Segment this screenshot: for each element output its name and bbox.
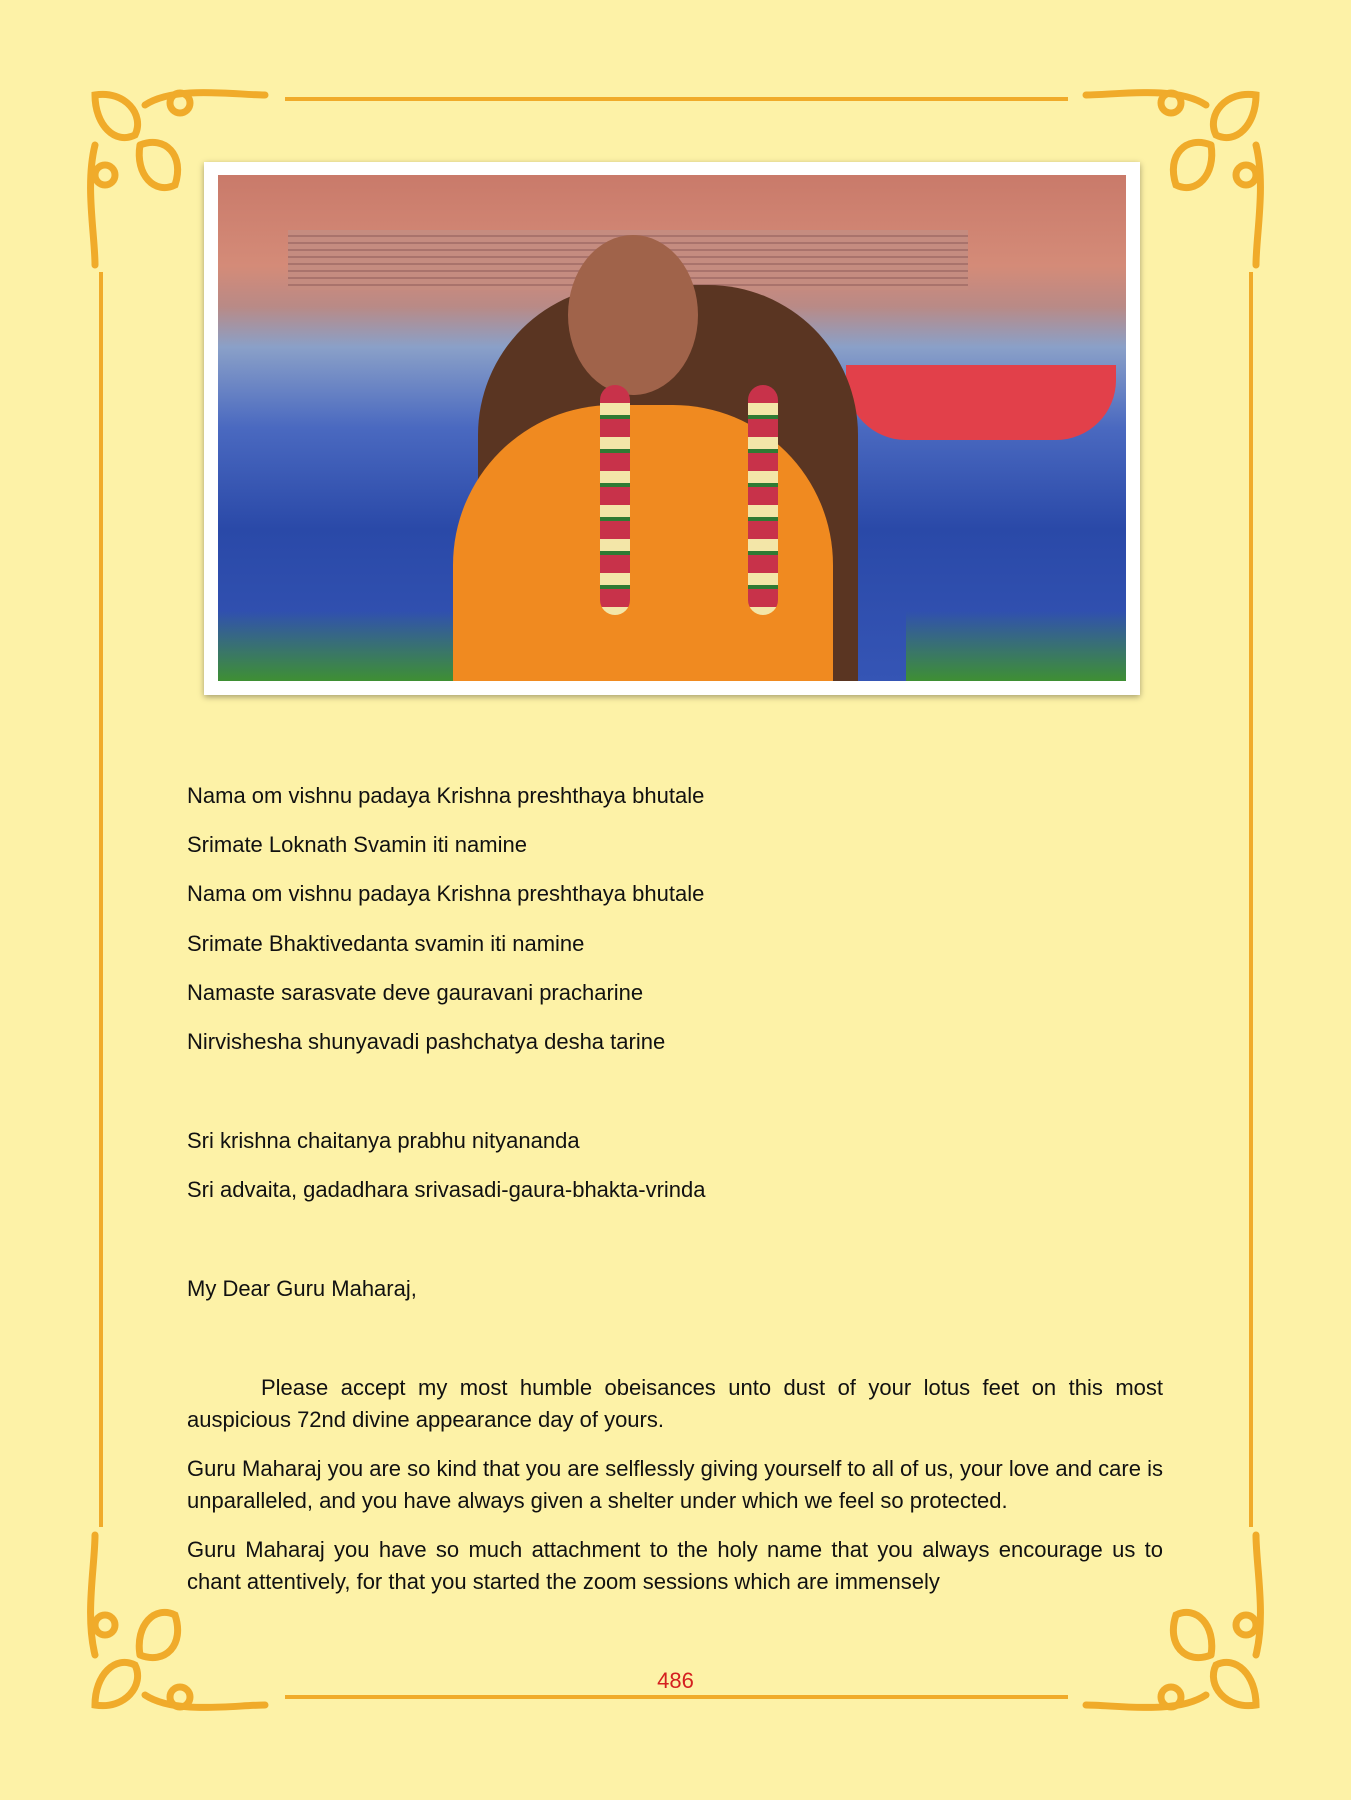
border-top xyxy=(285,97,1068,101)
verse-line: Nirvishesha shunyavadi pashchatya desha tarine xyxy=(187,1029,666,1054)
photo-frame xyxy=(204,162,1140,695)
salutation: My Dear Guru Maharaj, xyxy=(187,1276,417,1301)
verse-line: Srimate Bhaktivedanta svamin iti namine xyxy=(187,931,585,956)
paragraph: Guru Maharaj you have so much attachment to the holy name that you always encourage us to chant attentively, for that you started the zoom sessions which are immensely xyxy=(187,1537,1163,1594)
guru-photo xyxy=(218,175,1126,681)
verse-line: Nama om vishnu padaya Krishna preshthaya bhutale xyxy=(187,881,705,906)
verse-line: Nama om vishnu padaya Krishna preshthaya bhutale xyxy=(187,783,705,808)
garland-left xyxy=(600,385,630,615)
border-right xyxy=(1249,272,1253,1527)
grass-left xyxy=(218,611,478,681)
head xyxy=(568,235,698,395)
garland-right xyxy=(748,385,778,615)
page-number: 486 xyxy=(657,1668,694,1693)
grass-right xyxy=(906,611,1126,681)
paragraph: Guru Maharaj you are so kind that you are selflessly giving yourself to all of us, your love and care is unparalleled, and you have always given a shelter under which we feel so protected. xyxy=(187,1456,1163,1513)
border-bottom xyxy=(285,1695,1068,1699)
verse-line: Namaste sarasvate deve gauravani pracharine xyxy=(187,980,644,1005)
verse-line: Sri advaita, gadadhara srivasadi-gaura-bhakta-vrinda xyxy=(187,1177,706,1202)
verse-line: Srimate Loknath Svamin iti namine xyxy=(187,832,527,857)
paragraph: Please accept my most humble obeisances unto dust of your lotus feet on this most auspicious 72nd divine appearance day of yours. xyxy=(187,1375,1163,1432)
verse-line: Sri krishna chaitanya prabhu nityananda xyxy=(187,1128,580,1153)
border-left xyxy=(99,272,103,1527)
letter-body xyxy=(187,1372,1163,1598)
boat-painting xyxy=(846,365,1116,440)
